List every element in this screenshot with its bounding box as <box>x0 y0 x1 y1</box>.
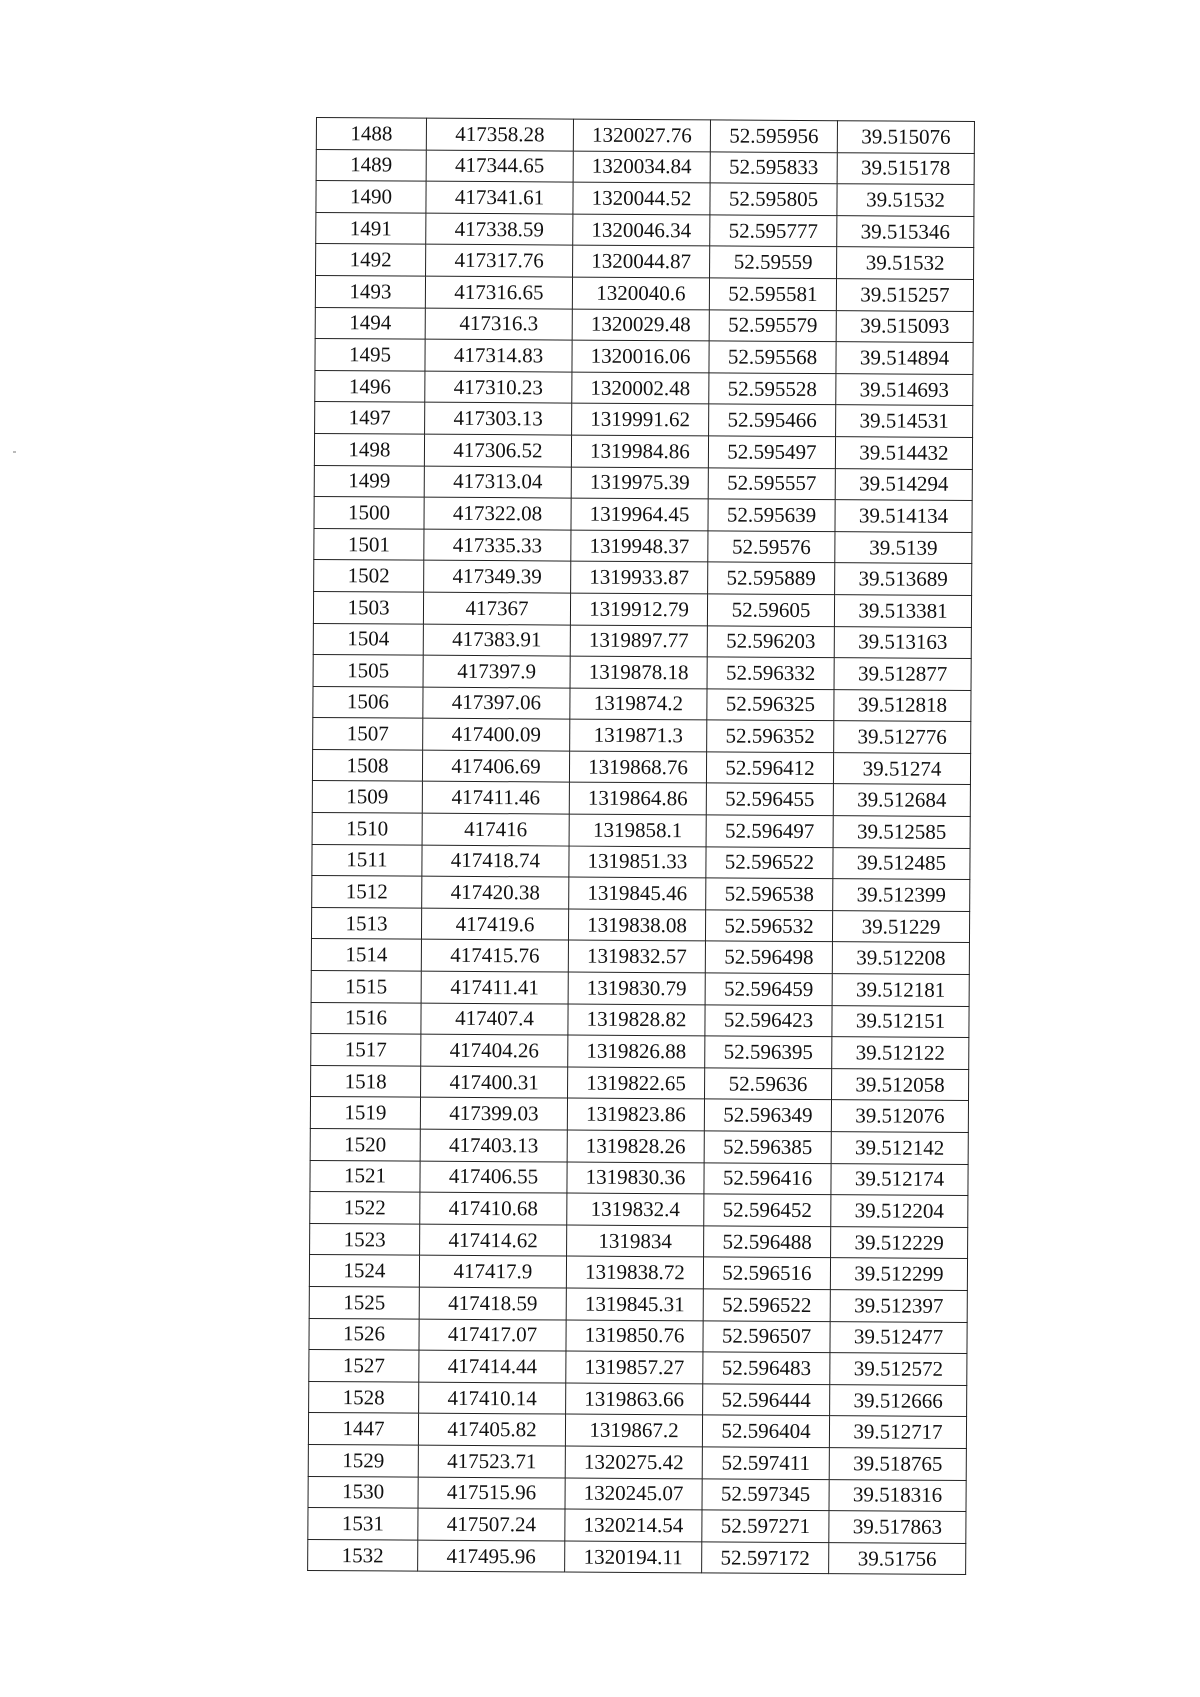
x-coordinate-cell: 417310.23 <box>425 371 572 403</box>
table-row <box>315 370 973 406</box>
table-row <box>309 1318 967 1354</box>
x-coordinate-cell: 417397.06 <box>423 687 570 719</box>
table-row <box>311 1002 969 1038</box>
latitude-cell: 52.596497 <box>706 815 833 847</box>
y-coordinate-cell: 1319871.3 <box>570 719 707 751</box>
table-row <box>309 1350 967 1386</box>
point-number-cell: 1514 <box>311 939 421 971</box>
y-coordinate-cell: 1319933.87 <box>571 561 708 593</box>
x-coordinate-cell: 417414.44 <box>419 1350 566 1382</box>
y-coordinate-cell: 1319826.88 <box>568 1035 705 1067</box>
x-coordinate-cell: 417349.39 <box>424 560 571 592</box>
longitude-cell: 39.512208 <box>832 942 969 974</box>
y-coordinate-cell: 1320044.52 <box>573 182 710 214</box>
coordinate-table-body <box>308 118 975 1575</box>
latitude-cell: 52.595956 <box>710 120 837 152</box>
table-row <box>312 749 970 785</box>
table-row <box>315 307 973 343</box>
longitude-cell: 39.512229 <box>831 1226 968 1258</box>
y-coordinate-cell: 1319991.62 <box>572 403 709 435</box>
point-number-cell: 1492 <box>316 244 426 276</box>
point-number-cell: 1495 <box>315 339 425 371</box>
latitude-cell: 52.595528 <box>709 373 836 405</box>
table-row <box>314 560 972 596</box>
y-coordinate-cell: 1319874.2 <box>570 688 707 720</box>
longitude-cell: 39.512585 <box>833 816 970 848</box>
x-coordinate-cell: 417397.9 <box>423 655 570 687</box>
point-number-cell: 1526 <box>309 1318 419 1350</box>
latitude-cell: 52.597172 <box>702 1542 829 1574</box>
latitude-cell: 52.596332 <box>707 657 834 689</box>
y-coordinate-cell: 1319867.2 <box>565 1414 702 1446</box>
point-number-cell: 1516 <box>311 1002 421 1034</box>
table-row <box>314 497 972 533</box>
y-coordinate-cell: 1320194.11 <box>565 1541 702 1573</box>
table-row <box>315 275 973 311</box>
latitude-cell: 52.596385 <box>704 1131 831 1163</box>
x-coordinate-cell: 417313.04 <box>424 466 571 498</box>
x-coordinate-cell: 417414.62 <box>420 1224 567 1256</box>
table-row <box>312 844 970 880</box>
x-coordinate-cell: 417317.76 <box>426 245 573 277</box>
point-number-cell: 1500 <box>314 497 424 529</box>
table-row <box>311 907 969 943</box>
table-row <box>312 876 970 912</box>
table-row <box>314 465 972 501</box>
table-row <box>311 971 969 1007</box>
x-coordinate-cell: 417303.13 <box>425 403 572 435</box>
x-coordinate-cell: 417399.03 <box>420 1098 567 1130</box>
latitude-cell: 52.596352 <box>707 720 834 752</box>
longitude-cell: 39.512399 <box>833 879 970 911</box>
latitude-cell: 52.596522 <box>706 847 833 879</box>
scan-speck <box>13 451 16 453</box>
longitude-cell: 39.512717 <box>829 1416 966 1448</box>
latitude-cell: 52.595581 <box>709 278 836 310</box>
x-coordinate-cell: 417407.4 <box>421 1003 568 1035</box>
table-row <box>309 1255 967 1291</box>
x-coordinate-cell: 417411.46 <box>422 782 569 814</box>
y-coordinate-cell: 1319868.76 <box>569 751 706 783</box>
longitude-cell: 39.512477 <box>830 1321 967 1353</box>
longitude-cell: 39.512485 <box>833 847 970 879</box>
latitude-cell: 52.597411 <box>702 1447 829 1479</box>
y-coordinate-cell: 1320016.06 <box>572 340 709 372</box>
point-number-cell: 1525 <box>309 1286 419 1318</box>
point-number-cell: 1494 <box>315 307 425 339</box>
y-coordinate-cell: 1319863.66 <box>566 1383 703 1415</box>
longitude-cell: 39.512572 <box>830 1353 967 1385</box>
longitude-cell: 39.513163 <box>834 626 971 658</box>
table-row <box>310 1223 968 1259</box>
y-coordinate-cell: 1320029.48 <box>572 309 709 341</box>
point-number-cell: 1498 <box>314 433 424 465</box>
x-coordinate-cell: 417515.96 <box>418 1477 565 1509</box>
point-number-cell: 1532 <box>308 1539 418 1571</box>
point-number-cell: 1517 <box>311 1034 421 1066</box>
x-coordinate-cell: 417415.76 <box>421 940 568 972</box>
point-number-cell: 1489 <box>316 149 426 181</box>
y-coordinate-cell: 1319845.31 <box>566 1288 703 1320</box>
latitude-cell: 52.596532 <box>705 910 832 942</box>
longitude-cell: 39.512142 <box>831 1132 968 1164</box>
latitude-cell: 52.595805 <box>710 183 837 215</box>
latitude-cell: 52.59559 <box>710 246 837 278</box>
y-coordinate-cell: 1320275.42 <box>565 1446 702 1478</box>
y-coordinate-cell: 1319823.86 <box>567 1098 704 1130</box>
point-number-cell: 1519 <box>310 1097 420 1129</box>
latitude-cell: 52.596498 <box>705 941 832 973</box>
x-coordinate-cell: 417344.65 <box>426 150 573 182</box>
latitude-cell: 52.596522 <box>703 1289 830 1321</box>
table-row <box>312 781 970 817</box>
x-coordinate-cell: 417417.9 <box>419 1256 566 1288</box>
y-coordinate-cell: 1320044.87 <box>573 245 710 277</box>
y-coordinate-cell: 1320046.34 <box>573 214 710 246</box>
table-row <box>310 1097 968 1133</box>
longitude-cell: 39.514134 <box>835 500 972 532</box>
x-coordinate-cell: 417420.38 <box>422 876 569 908</box>
latitude-cell: 52.596203 <box>707 625 834 657</box>
point-number-cell: 1506 <box>313 686 423 718</box>
longitude-cell: 39.514432 <box>835 437 972 469</box>
longitude-cell: 39.512666 <box>830 1384 967 1416</box>
point-number-cell: 1493 <box>315 275 425 307</box>
y-coordinate-cell: 1319830.36 <box>567 1162 704 1194</box>
longitude-cell: 39.512299 <box>830 1258 967 1290</box>
latitude-cell: 52.596452 <box>704 1194 831 1226</box>
table-row <box>313 623 971 659</box>
x-coordinate-cell: 417306.52 <box>424 434 571 466</box>
point-number-cell: 1511 <box>312 844 422 876</box>
latitude-cell: 52.595466 <box>709 404 836 436</box>
longitude-cell: 39.51229 <box>832 911 969 943</box>
table-row <box>313 591 971 627</box>
longitude-cell: 39.5139 <box>835 531 972 563</box>
longitude-cell: 39.514531 <box>836 405 973 437</box>
longitude-cell: 39.51274 <box>833 753 970 785</box>
latitude-cell: 52.59576 <box>708 531 835 563</box>
table-row <box>316 244 974 280</box>
table-row <box>309 1381 967 1417</box>
table-row <box>308 1413 966 1449</box>
longitude-cell: 39.512058 <box>832 1068 969 1100</box>
longitude-cell: 39.512204 <box>831 1195 968 1227</box>
latitude-cell: 52.59605 <box>707 594 834 626</box>
x-coordinate-cell: 417523.71 <box>418 1445 565 1477</box>
x-coordinate-cell: 417416 <box>422 813 569 845</box>
longitude-cell: 39.51756 <box>829 1542 966 1574</box>
y-coordinate-cell: 1320002.48 <box>572 372 709 404</box>
latitude-cell: 52.595497 <box>708 436 835 468</box>
y-coordinate-cell: 1320027.76 <box>573 119 710 151</box>
y-coordinate-cell: 1319838.08 <box>568 909 705 941</box>
point-number-cell: 1509 <box>312 781 422 813</box>
latitude-cell: 52.595639 <box>708 499 835 531</box>
table-row <box>315 339 973 375</box>
point-number-cell: 1488 <box>316 118 426 150</box>
x-coordinate-cell: 417405.82 <box>418 1413 565 1445</box>
longitude-cell: 39.51532 <box>837 184 974 216</box>
latitude-cell: 52.596516 <box>703 1257 830 1289</box>
point-number-cell: 1490 <box>316 181 426 213</box>
longitude-cell: 39.512181 <box>832 974 969 1006</box>
longitude-cell: 39.517863 <box>829 1511 966 1543</box>
y-coordinate-cell: 1320040.6 <box>572 277 709 309</box>
point-number-cell: 1501 <box>314 528 424 560</box>
table-row <box>314 433 972 469</box>
y-coordinate-cell: 1319878.18 <box>570 656 707 688</box>
longitude-cell: 39.512076 <box>831 1100 968 1132</box>
table-row <box>316 118 974 154</box>
x-coordinate-cell: 417417.07 <box>419 1319 566 1351</box>
latitude-cell: 52.596416 <box>704 1162 831 1194</box>
point-number-cell: 1502 <box>314 560 424 592</box>
y-coordinate-cell: 1320245.07 <box>565 1478 702 1510</box>
longitude-cell: 39.515178 <box>837 152 974 184</box>
longitude-cell: 39.512818 <box>834 689 971 721</box>
latitude-cell: 52.596455 <box>706 783 833 815</box>
table-row <box>308 1539 966 1575</box>
x-coordinate-cell: 417403.13 <box>420 1129 567 1161</box>
table-row <box>311 1065 969 1101</box>
y-coordinate-cell: 1319964.45 <box>571 498 708 530</box>
longitude-cell: 39.512174 <box>831 1163 968 1195</box>
table-row <box>308 1476 966 1512</box>
latitude-cell: 52.596459 <box>705 973 832 1005</box>
point-number-cell: 1491 <box>316 212 426 244</box>
y-coordinate-cell: 1319832.57 <box>568 940 705 972</box>
x-coordinate-cell: 417400.31 <box>421 1066 568 1098</box>
latitude-cell: 52.596325 <box>707 689 834 721</box>
point-number-cell: 1529 <box>308 1444 418 1476</box>
x-coordinate-cell: 417383.91 <box>423 624 570 656</box>
latitude-cell: 52.595889 <box>708 562 835 594</box>
point-number-cell: 1503 <box>313 591 423 623</box>
y-coordinate-cell: 1319850.76 <box>566 1320 703 1352</box>
point-number-cell: 1531 <box>308 1508 418 1540</box>
x-coordinate-cell: 417367 <box>423 592 570 624</box>
table-row <box>311 939 969 975</box>
latitude-cell: 52.595777 <box>710 215 837 247</box>
longitude-cell: 39.515257 <box>836 279 973 311</box>
latitude-cell: 52.597271 <box>702 1510 829 1542</box>
point-number-cell: 1497 <box>315 402 425 434</box>
point-number-cell: 1521 <box>310 1160 420 1192</box>
point-number-cell: 1496 <box>315 370 425 402</box>
coordinate-table <box>307 117 975 1575</box>
y-coordinate-cell: 1319822.65 <box>568 1067 705 1099</box>
longitude-cell: 39.518765 <box>829 1448 966 1480</box>
x-coordinate-cell: 417410.14 <box>419 1382 566 1414</box>
table-row <box>313 718 971 754</box>
y-coordinate-cell: 1319830.79 <box>568 972 705 1004</box>
latitude-cell: 52.595579 <box>709 309 836 341</box>
x-coordinate-cell: 417314.83 <box>425 339 572 371</box>
x-coordinate-cell: 417495.96 <box>418 1540 565 1572</box>
point-number-cell: 1528 <box>309 1381 419 1413</box>
table-row <box>310 1160 968 1196</box>
point-number-cell: 1505 <box>313 655 423 687</box>
y-coordinate-cell: 1319828.82 <box>568 1004 705 1036</box>
y-coordinate-cell: 1319858.1 <box>569 814 706 846</box>
table-row <box>312 813 970 849</box>
y-coordinate-cell: 1319845.46 <box>569 877 706 909</box>
y-coordinate-cell: 1319834 <box>567 1225 704 1257</box>
longitude-cell: 39.518316 <box>829 1479 966 1511</box>
longitude-cell: 39.515346 <box>837 215 974 247</box>
x-coordinate-cell: 417406.69 <box>422 750 569 782</box>
x-coordinate-cell: 417410.68 <box>420 1192 567 1224</box>
point-number-cell: 1515 <box>311 971 421 1003</box>
x-coordinate-cell: 417341.61 <box>426 181 573 213</box>
longitude-cell: 39.51532 <box>837 247 974 279</box>
longitude-cell: 39.514294 <box>835 468 972 500</box>
x-coordinate-cell: 417338.59 <box>426 213 573 245</box>
table-row <box>316 181 974 217</box>
table-row <box>310 1192 968 1228</box>
y-coordinate-cell: 1319948.37 <box>571 530 708 562</box>
point-number-cell: 1522 <box>310 1192 420 1224</box>
table-row <box>308 1508 966 1544</box>
y-coordinate-cell: 1319897.77 <box>570 625 707 657</box>
latitude-cell: 52.596404 <box>702 1415 829 1447</box>
longitude-cell: 39.515093 <box>836 310 973 342</box>
table-row <box>313 686 971 722</box>
latitude-cell: 52.596395 <box>705 1036 832 1068</box>
table-row <box>310 1128 968 1164</box>
latitude-cell: 52.596423 <box>705 1005 832 1037</box>
table-row <box>316 212 974 248</box>
x-coordinate-cell: 417335.33 <box>424 529 571 561</box>
y-coordinate-cell: 1320214.54 <box>565 1509 702 1541</box>
longitude-cell: 39.514693 <box>836 373 973 405</box>
point-number-cell: 1513 <box>311 907 421 939</box>
longitude-cell: 39.512776 <box>834 721 971 753</box>
table-row <box>308 1444 966 1480</box>
longitude-cell: 39.512122 <box>832 1037 969 1069</box>
longitude-cell: 39.513689 <box>835 563 972 595</box>
latitude-cell: 52.595833 <box>710 152 837 184</box>
latitude-cell: 52.596444 <box>703 1384 830 1416</box>
x-coordinate-cell: 417406.55 <box>420 1161 567 1193</box>
y-coordinate-cell: 1319912.79 <box>570 593 707 625</box>
point-number-cell: 1523 <box>310 1223 420 1255</box>
latitude-cell: 52.596349 <box>704 1099 831 1131</box>
table-row <box>314 528 972 564</box>
table-row <box>315 402 973 438</box>
x-coordinate-cell: 417419.6 <box>421 908 568 940</box>
longitude-cell: 39.512151 <box>832 1005 969 1037</box>
table-row <box>316 149 974 185</box>
table-row <box>311 1034 969 1070</box>
y-coordinate-cell: 1319984.86 <box>571 435 708 467</box>
x-coordinate-cell: 417404.26 <box>421 1034 568 1066</box>
y-coordinate-cell: 1319838.72 <box>566 1256 703 1288</box>
point-number-cell: 1524 <box>309 1255 419 1287</box>
longitude-cell: 39.515076 <box>837 121 974 153</box>
longitude-cell: 39.512684 <box>833 784 970 816</box>
y-coordinate-cell: 1319828.26 <box>567 1130 704 1162</box>
latitude-cell: 52.596488 <box>704 1226 831 1258</box>
longitude-cell: 39.512397 <box>830 1290 967 1322</box>
y-coordinate-cell: 1319832.4 <box>567 1193 704 1225</box>
x-coordinate-cell: 417400.09 <box>423 718 570 750</box>
x-coordinate-cell: 417358.28 <box>426 118 573 150</box>
point-number-cell: 1447 <box>308 1413 418 1445</box>
point-number-cell: 1527 <box>309 1350 419 1382</box>
y-coordinate-cell: 1319851.33 <box>569 846 706 878</box>
table-row <box>309 1286 967 1322</box>
x-coordinate-cell: 417322.08 <box>424 497 571 529</box>
y-coordinate-cell: 1319857.27 <box>566 1351 703 1383</box>
x-coordinate-cell: 417418.59 <box>419 1287 566 1319</box>
point-number-cell: 1530 <box>308 1476 418 1508</box>
point-number-cell: 1508 <box>312 749 422 781</box>
latitude-cell: 52.596412 <box>706 752 833 784</box>
longitude-cell: 39.512877 <box>834 658 971 690</box>
table-row <box>313 655 971 691</box>
x-coordinate-cell: 417507.24 <box>418 1508 565 1540</box>
point-number-cell: 1520 <box>310 1128 420 1160</box>
x-coordinate-cell: 417316.65 <box>425 276 572 308</box>
x-coordinate-cell: 417316.3 <box>425 308 572 340</box>
y-coordinate-cell: 1319864.86 <box>569 783 706 815</box>
point-number-cell: 1499 <box>314 465 424 497</box>
point-number-cell: 1504 <box>313 623 423 655</box>
y-coordinate-cell: 1320034.84 <box>573 151 710 183</box>
longitude-cell: 39.514894 <box>836 342 973 374</box>
point-number-cell: 1507 <box>313 718 423 750</box>
point-number-cell: 1510 <box>312 813 422 845</box>
latitude-cell: 52.595557 <box>708 467 835 499</box>
y-coordinate-cell: 1319975.39 <box>571 467 708 499</box>
point-number-cell: 1512 <box>312 876 422 908</box>
latitude-cell: 52.595568 <box>709 341 836 373</box>
point-number-cell: 1518 <box>311 1065 421 1097</box>
latitude-cell: 52.596538 <box>706 878 833 910</box>
latitude-cell: 52.59636 <box>705 1068 832 1100</box>
x-coordinate-cell: 417411.41 <box>421 971 568 1003</box>
longitude-cell: 39.513381 <box>834 595 971 627</box>
x-coordinate-cell: 417418.74 <box>422 845 569 877</box>
latitude-cell: 52.596507 <box>703 1320 830 1352</box>
latitude-cell: 52.597345 <box>702 1478 829 1510</box>
latitude-cell: 52.596483 <box>703 1352 830 1384</box>
